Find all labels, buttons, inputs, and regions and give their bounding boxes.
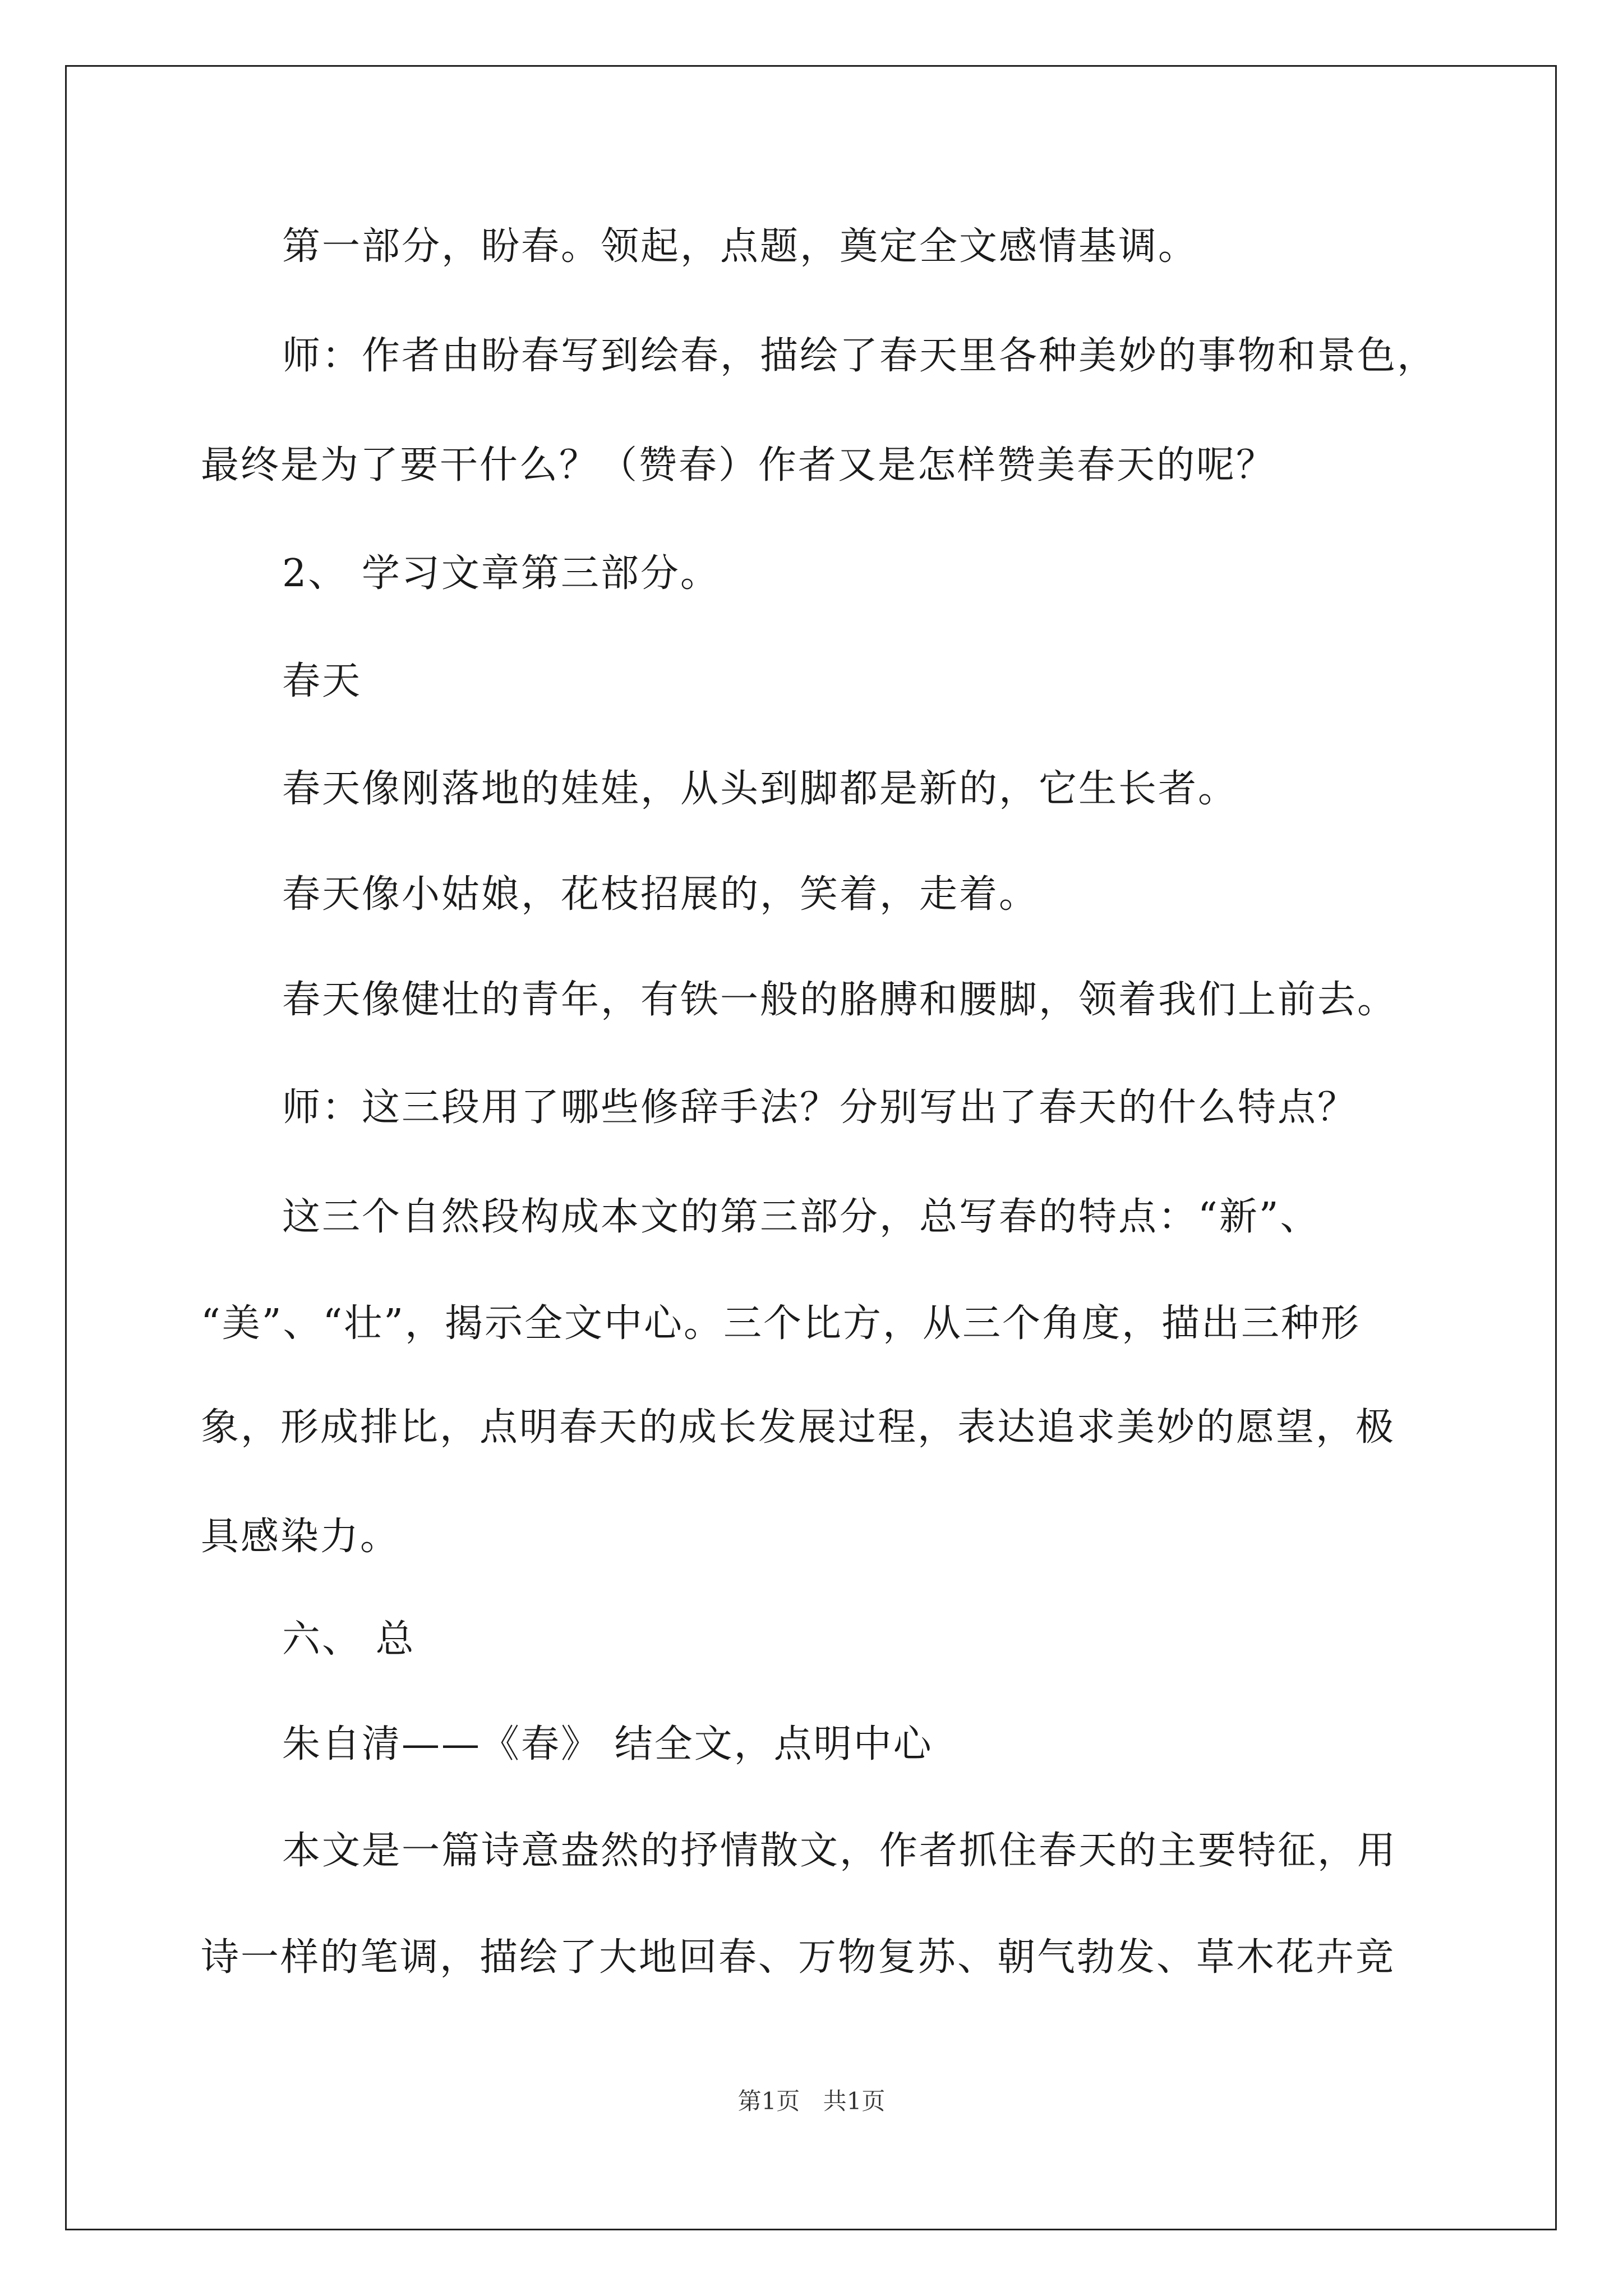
paragraph-line: 朱自清——《春》 结全文，点明中心	[282, 1722, 933, 1766]
paragraph-line: 具感染力。	[201, 1515, 400, 1559]
page-total: 共1页	[823, 2087, 886, 2115]
paragraph-line: 春天像刚落地的娃娃，从头到脚都是新的，它生长者。	[282, 767, 1238, 811]
page-border	[65, 65, 1557, 2230]
page-footer	[0, 2086, 1623, 2117]
paragraph-line: 象，形成排比，点明春天的成长发展过程，表达追求美妙的愿望，极	[201, 1405, 1396, 1450]
paragraph-line: 师：作者由盼春写到绘春，描绘了春天里各种美妙的事物和景色，	[282, 334, 1437, 378]
paragraph-line: 春天像健壮的青年，有铁一般的胳膊和腰脚，领着我们上前去。	[282, 978, 1398, 1022]
paragraph-line: 本文是一篇诗意盎然的抒情散文，作者抓住春天的主要特征，用	[282, 1829, 1398, 1873]
paragraph-line: 第一部分，盼春。领起，点题，奠定全文感情基调。	[282, 224, 1198, 269]
paragraph-line: 这三个自然段构成本文的第三部分，总写春的特点：“新”、	[282, 1195, 1320, 1239]
page-number: 第1页	[737, 2087, 800, 2115]
paragraph-line: 春天像小姑娘，花枝招展的，笑着，走着。	[282, 872, 1039, 917]
paragraph-line: 师：这三段用了哪些修辞手法？分别写出了春天的什么特点？	[282, 1085, 1358, 1130]
paragraph-line: 最终是为了要干什么？（赞春）作者又是怎样赞美春天的呢？	[201, 443, 1276, 487]
paragraph-line: 2、 学习文章第三部分。	[282, 551, 720, 596]
paragraph-line: 诗一样的笔调，描绘了大地回春、万物复苏、朝气勃发、草木花卉竞	[201, 1935, 1396, 1980]
paragraph-line: 春天	[282, 659, 362, 703]
paragraph-line: “美”、“壮”，揭示全文中心。三个比方，从三个角度，描出三种形	[201, 1301, 1361, 1346]
section-heading: 六、 总	[282, 1617, 416, 1662]
